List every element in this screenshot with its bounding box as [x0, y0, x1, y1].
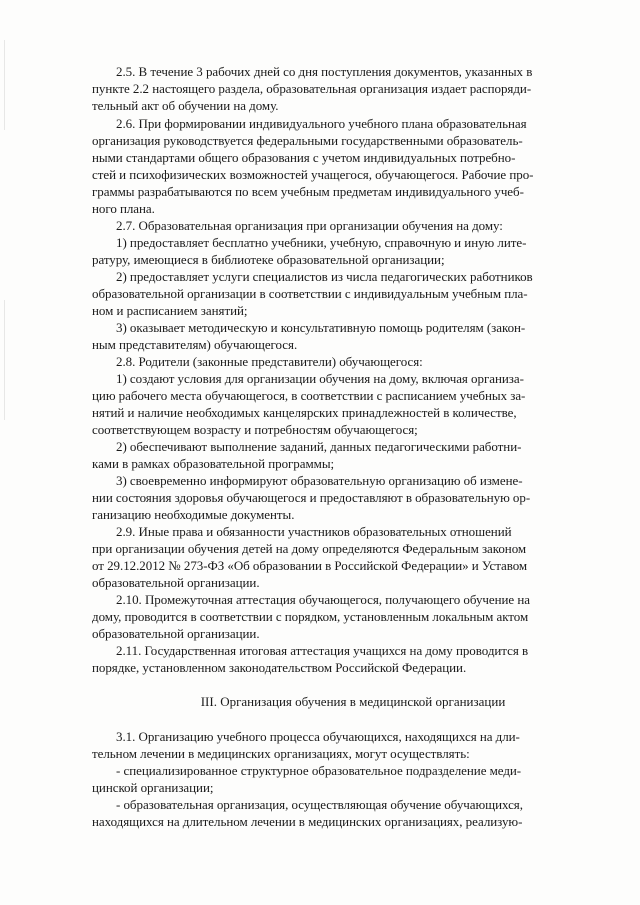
paragraph-2-9-line-1: 2.9. Иные права и обязанности участников образовательных отношений — [116, 524, 512, 539]
paragraph-2-11-line-2: порядке, установленном законодательством Российской Федерации. — [92, 660, 467, 675]
item-2-8-3-line-3: ганизацию необходимые документы. — [92, 507, 295, 522]
item-2-8-1-line-1: 1) создают условия для организации обучения на дому, включая организа- — [116, 371, 524, 386]
item-2-7-2-line-3: ном и расписанием занятий; — [92, 303, 248, 318]
paragraph-2-11-line-1: 2.11. Государственная итоговая аттестация учащихся на дому проводится в — [116, 643, 529, 658]
paragraph-2-6-line-1: 2.6. При формировании индивидуального учебного плана образовательная — [116, 116, 527, 131]
list-item-2-line-1: - образовательная организация, осуществляющая обучение обучающихся, — [116, 797, 523, 812]
paragraph-2-9-line-4: образовательной организации. — [92, 575, 260, 590]
paragraph-2-5-line-2: пункте 2.2 настоящего раздела, образовательная организация издает распоряди- — [92, 81, 532, 96]
paragraph-2-6-line-5: граммы разрабатываются по всем учебным предметам индивидуального учеб- — [92, 184, 524, 199]
scan-edge-mark — [4, 300, 5, 420]
paragraph-2-6-line-3: ными стандартами общего образования с учетом индивидуальных потребно- — [92, 150, 516, 165]
list-item-1-line-2: цинской организации; — [92, 780, 214, 795]
paragraph-2-6-line-6: ного плана. — [92, 201, 155, 216]
scan-edge-mark — [4, 40, 5, 130]
paragraph-2-7-line-1: 2.7. Образовательная организация при организации обучения на дому: — [116, 218, 503, 233]
paragraph-2-8-line-1: 2.8. Родители (законные представители) обучающегося: — [116, 354, 423, 369]
paragraph-2-10-line-3: образовательной организации. — [92, 626, 260, 641]
item-2-8-3-line-2: нии состояния здоровья обучающегося и предоставляют в образовательную ор- — [92, 490, 531, 505]
item-2-7-3-line-2: ным представителям) обучающегося. — [92, 337, 298, 352]
item-2-7-2-line-2: образовательной организации в соответствии с индивидуальным учебным пла- — [92, 286, 528, 301]
paragraph-2-10-line-1: 2.10. Промежуточная аттестация обучающегося, получающего обучение на — [116, 592, 530, 607]
paragraph-3-1-line-1: 3.1. Организацию учебного процесса обучающихся, находящихся на дли- — [116, 729, 520, 744]
item-2-8-1-line-3: нятий и наличие необходимых канцелярских принадлежностей в количестве, — [92, 405, 517, 420]
item-2-7-3-line-1: 3) оказывает методическую и консультативную помощь родителям (закон- — [116, 320, 526, 335]
item-2-7-1-line-1: 1) предоставляет бесплатно учебники, учебную, справочную и иную лите- — [116, 235, 527, 250]
paragraph-3-1-line-2: тельном лечении в медицинских организациях, могут осуществлять: — [92, 746, 470, 761]
item-2-8-3-line-1: 3) своевременно информируют образовательную организацию об измене- — [116, 473, 523, 488]
paragraph-2-5-line-1: 2.5. В течение 3 рабочих дней со дня поступления документов, указанных в — [116, 64, 533, 79]
section-3-heading: III. Организация обучения в медицинской организации — [200, 694, 506, 709]
paragraph-2-10-line-2: дому, проводится в соответствии с порядком, установленным локальным актом — [92, 609, 529, 624]
paragraph-2-6-line-2: организация руководствуется федеральными государственными образователь- — [92, 133, 523, 148]
item-2-8-2-line-2: ками в рамках образовательной программы; — [92, 456, 335, 471]
item-2-7-2-line-1: 2) предоставляет услуги специалистов из числа педагогических работников — [116, 269, 533, 284]
list-item-1-line-1: - специализированное структурное образовательное подразделение меди- — [116, 763, 522, 778]
list-item-2-line-2: находящихся на длительном лечении в медицинских организациях, реализую- — [92, 814, 523, 829]
item-2-8-2-line-1: 2) обеспечивают выполнение заданий, данных педагогическими работни- — [116, 439, 522, 454]
paragraph-2-5-line-3: тельный акт об обучении на дому. — [92, 98, 279, 113]
item-2-8-1-line-4: соответствующем возрасту и потребностям обучающегося; — [92, 422, 418, 437]
paragraph-2-9-line-2: при организации обучения детей на дому определяются Федеральным законом — [92, 541, 527, 556]
item-2-7-1-line-2: ратуру, имеющиеся в библиотеке образовательной организации; — [92, 252, 445, 267]
paragraph-2-6-line-4: стей и психофизических возможностей учащегося, обучающегося. Рабочие про- — [92, 167, 534, 182]
item-2-8-1-line-2: цию рабочего места обучающегося, в соответствии с расписанием учебных за- — [92, 388, 526, 403]
paragraph-2-9-line-3: от 29.12.2012 № 273-ФЗ «Об образовании в Российской Федерации» и Уставом — [92, 558, 528, 573]
